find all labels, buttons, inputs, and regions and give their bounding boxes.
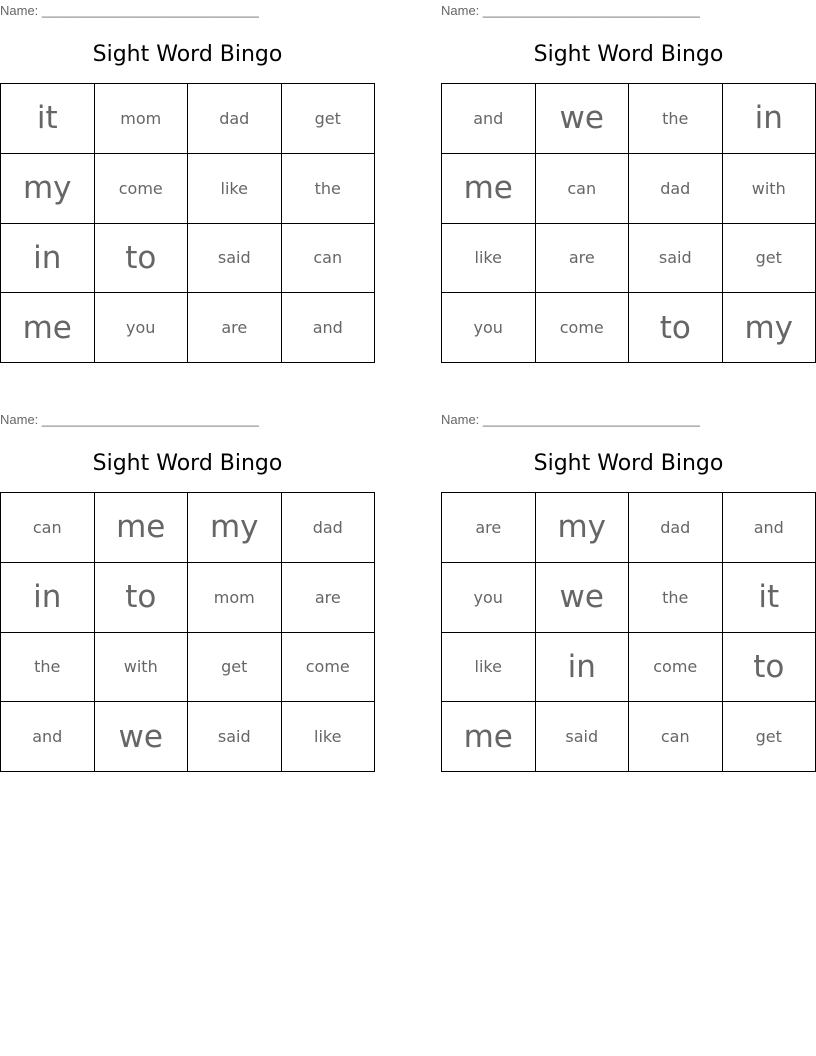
bingo-cell: and (442, 84, 536, 154)
bingo-card-2 (441, 0, 816, 363)
bingo-cell: like (188, 154, 282, 224)
bingo-cell: said (188, 702, 282, 772)
bingo-cell: come (95, 154, 189, 224)
bingo-cell: me (442, 154, 536, 224)
bingo-cell: come (282, 633, 376, 703)
bingo-cell: you (442, 293, 536, 363)
bingo-cell: we (536, 563, 630, 633)
bingo-cell: mom (95, 84, 189, 154)
bingo-cell: in (723, 84, 816, 154)
bingo-cell: my (723, 293, 816, 363)
bingo-grid (441, 492, 816, 772)
bingo-cell: mom (188, 563, 282, 633)
bingo-cell: are (188, 293, 282, 363)
bingo-cell: get (188, 633, 282, 703)
bingo-cell: me (442, 702, 536, 772)
bingo-cell: you (95, 293, 189, 363)
bingo-cell: like (442, 224, 536, 294)
bingo-cell: in (1, 563, 95, 633)
bingo-cell: get (723, 224, 816, 294)
bingo-cell: in (536, 633, 630, 703)
bingo-cell: can (1, 493, 95, 563)
bingo-cell: are (442, 493, 536, 563)
bingo-cell: are (282, 563, 376, 633)
bingo-cell: in (1, 224, 95, 294)
bingo-grid (0, 83, 375, 363)
name-field[interactable]: Name: ______________________________ (441, 3, 700, 18)
bingo-cell: we (536, 84, 630, 154)
bingo-cell: to (629, 293, 723, 363)
bingo-cell: to (95, 563, 189, 633)
bingo-grid (441, 83, 816, 363)
card-title: Sight Word Bingo (533, 451, 724, 476)
bingo-cell: dad (282, 493, 376, 563)
bingo-cell: you (442, 563, 536, 633)
bingo-cell: my (536, 493, 630, 563)
card-title: Sight Word Bingo (92, 42, 283, 67)
bingo-cell: said (536, 702, 630, 772)
bingo-cell: my (1, 154, 95, 224)
bingo-cell: my (188, 493, 282, 563)
bingo-cell: come (536, 293, 630, 363)
bingo-cell: with (723, 154, 816, 224)
bingo-cell: and (282, 293, 376, 363)
bingo-cell: dad (629, 154, 723, 224)
bingo-cell: can (282, 224, 376, 294)
bingo-card-3 (0, 409, 375, 772)
bingo-cell: the (282, 154, 376, 224)
bingo-cell: with (95, 633, 189, 703)
bingo-cell: the (1, 633, 95, 703)
bingo-cell: like (442, 633, 536, 703)
bingo-card-1 (0, 0, 375, 363)
card-title: Sight Word Bingo (533, 42, 724, 67)
bingo-cell: said (188, 224, 282, 294)
bingo-cell: me (1, 293, 95, 363)
bingo-cell: can (629, 702, 723, 772)
card-title: Sight Word Bingo (92, 451, 283, 476)
bingo-cell: me (95, 493, 189, 563)
bingo-cell: it (723, 563, 816, 633)
bingo-cell: like (282, 702, 376, 772)
bingo-cell: can (536, 154, 630, 224)
bingo-cell: come (629, 633, 723, 703)
bingo-cell: said (629, 224, 723, 294)
bingo-cell: to (95, 224, 189, 294)
bingo-cell: and (723, 493, 816, 563)
bingo-cell: are (536, 224, 630, 294)
bingo-cell: dad (629, 493, 723, 563)
bingo-cell: it (1, 84, 95, 154)
bingo-cell: get (282, 84, 376, 154)
bingo-cell: the (629, 563, 723, 633)
name-field[interactable]: Name: ______________________________ (441, 412, 700, 427)
bingo-cell: the (629, 84, 723, 154)
name-field[interactable]: Name: ______________________________ (0, 3, 259, 18)
bingo-cell: dad (188, 84, 282, 154)
bingo-cell: and (1, 702, 95, 772)
bingo-card-4 (441, 409, 816, 772)
bingo-cell: get (723, 702, 816, 772)
name-field[interactable]: Name: ______________________________ (0, 412, 259, 427)
bingo-grid (0, 492, 375, 772)
bingo-cell: we (95, 702, 189, 772)
bingo-cell: to (723, 633, 816, 703)
